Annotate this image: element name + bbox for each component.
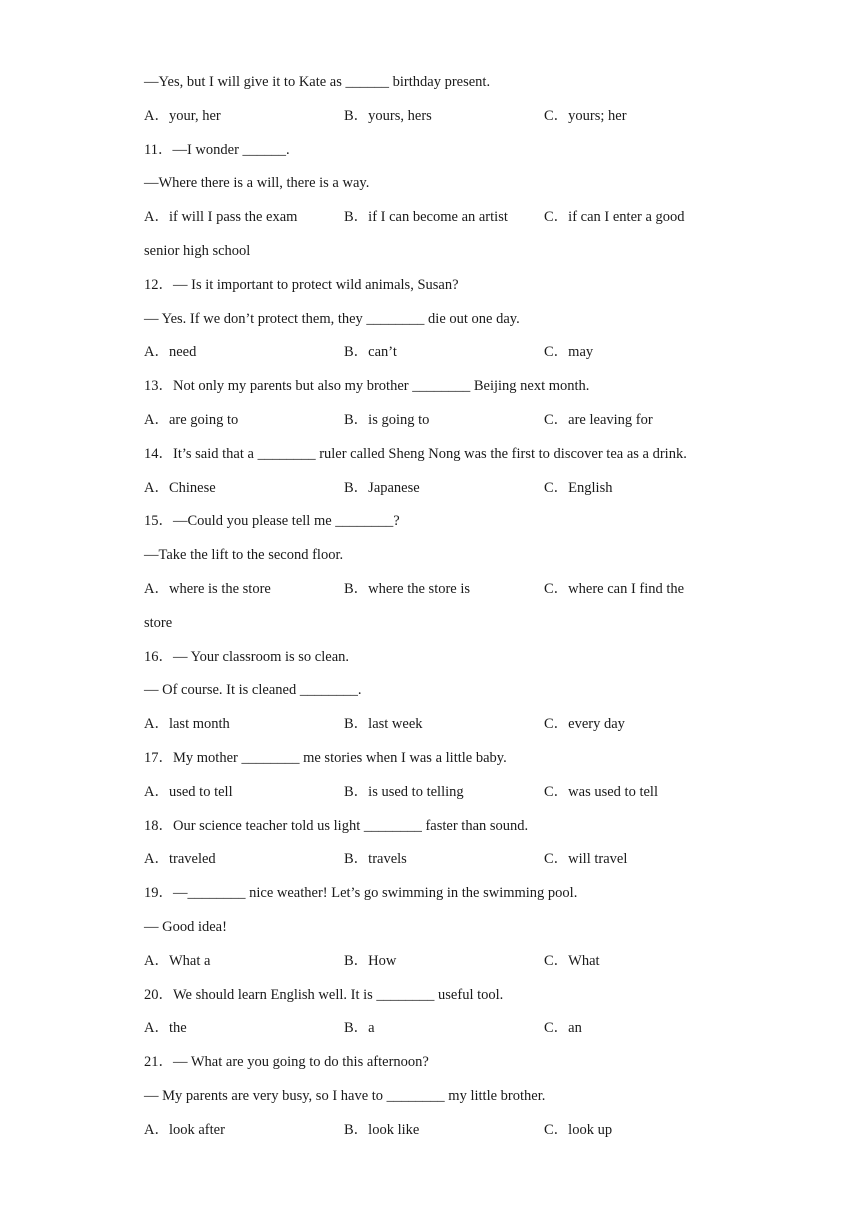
question-line: store: [144, 614, 173, 631]
option-c: C．where can I find the: [544, 580, 685, 597]
question-line: — Of course. It is cleaned ________.: [144, 682, 362, 699]
option-a: A．traveled: [144, 851, 216, 868]
options-row: [144, 843, 724, 877]
question-line: 20．We should learn English well. It is ________ useful tool.: [144, 986, 504, 1003]
question-line: — My parents are very busy, so I have to ________ my little brother.: [144, 1087, 546, 1104]
option-a: A．used to tell: [144, 783, 233, 800]
option-c: C．every day: [544, 716, 625, 733]
option-c: C．are leaving for: [544, 411, 653, 428]
question-line: 15．—Could you please tell me ________?: [144, 513, 400, 530]
option-c: C．will travel: [544, 851, 628, 868]
question-line: 13．Not only my parents but also my brother ________ Beijing next month.: [144, 378, 590, 395]
option-b: B．is used to telling: [344, 783, 464, 800]
option-a: A．look after: [144, 1121, 225, 1138]
option-b: B．can’t: [344, 344, 397, 361]
option-b: B．if I can become an artist: [344, 209, 508, 226]
option-a: A．your, her: [144, 107, 221, 124]
options-row: [144, 472, 724, 506]
exam-page: [144, 66, 724, 1148]
option-a: A．need: [144, 344, 197, 361]
option-c: C．was used to tell: [544, 783, 658, 800]
question-line: 11．—I wonder ______.: [144, 141, 290, 158]
option-b: B．How: [344, 952, 397, 969]
option-a: A．the: [144, 1020, 187, 1037]
question-line: — Yes. If we don’t protect them, they ________ die out one day.: [144, 310, 520, 327]
question-line: 18．Our science teacher told us light ________ faster than sound.: [144, 817, 529, 834]
options-row: [144, 945, 724, 979]
option-c: C．an: [544, 1020, 582, 1037]
option-a: A．are going to: [144, 411, 239, 428]
question-line: 12．— Is it important to protect wild animals, Susan?: [144, 276, 459, 293]
question-line: 21．— What are you going to do this afternoon?: [144, 1054, 429, 1071]
options-row: [144, 404, 724, 438]
options-row: [144, 100, 724, 134]
option-a: A．last month: [144, 716, 230, 733]
option-b: B．look like: [344, 1121, 420, 1138]
option-b: B．last week: [344, 716, 423, 733]
question-line: —Where there is a will, there is a way.: [144, 175, 370, 192]
question-line: — Good idea!: [144, 918, 227, 935]
option-c: C．if can I enter a good: [544, 209, 685, 226]
option-a: A．where is the store: [144, 580, 271, 597]
options-row: [144, 1114, 724, 1148]
option-b: B．yours, hers: [344, 107, 432, 124]
question-line: 14．It’s said that a ________ ruler called Sheng Nong was the first to discover tea as a drink.: [144, 445, 687, 462]
options-row: [144, 573, 724, 607]
option-b: B．travels: [344, 851, 407, 868]
question-line: 17．My mother ________ me stories when I was a little baby.: [144, 749, 507, 766]
option-b: B．Japanese: [344, 479, 420, 496]
option-c: C．English: [544, 479, 613, 496]
option-a: A．What a: [144, 952, 211, 969]
option-a: A．if will I pass the exam: [144, 209, 298, 226]
option-c: C．What: [544, 952, 600, 969]
question-line: 19．—________ nice weather! Let’s go swimming in the swimming pool.: [144, 885, 578, 902]
option-c: C．look up: [544, 1121, 613, 1138]
question-line: —Take the lift to the second floor.: [144, 547, 344, 564]
options-row: [144, 201, 724, 235]
option-b: B．a: [344, 1020, 375, 1037]
option-c: C．may: [544, 344, 594, 361]
options-row: [144, 708, 724, 742]
question-line: senior high school: [144, 242, 251, 259]
option-b: B．where the store is: [344, 580, 471, 597]
options-row: [144, 776, 724, 810]
question-line: 16．— Your classroom is so clean.: [144, 648, 350, 665]
options-row: [144, 1012, 724, 1046]
question-line: —Yes, but I will give it to Kate as ______ birthday present.: [144, 74, 491, 90]
option-a: A．Chinese: [144, 479, 216, 496]
option-b: B．is going to: [344, 411, 430, 428]
option-c: C．yours; her: [544, 107, 627, 124]
options-row: [144, 336, 724, 370]
